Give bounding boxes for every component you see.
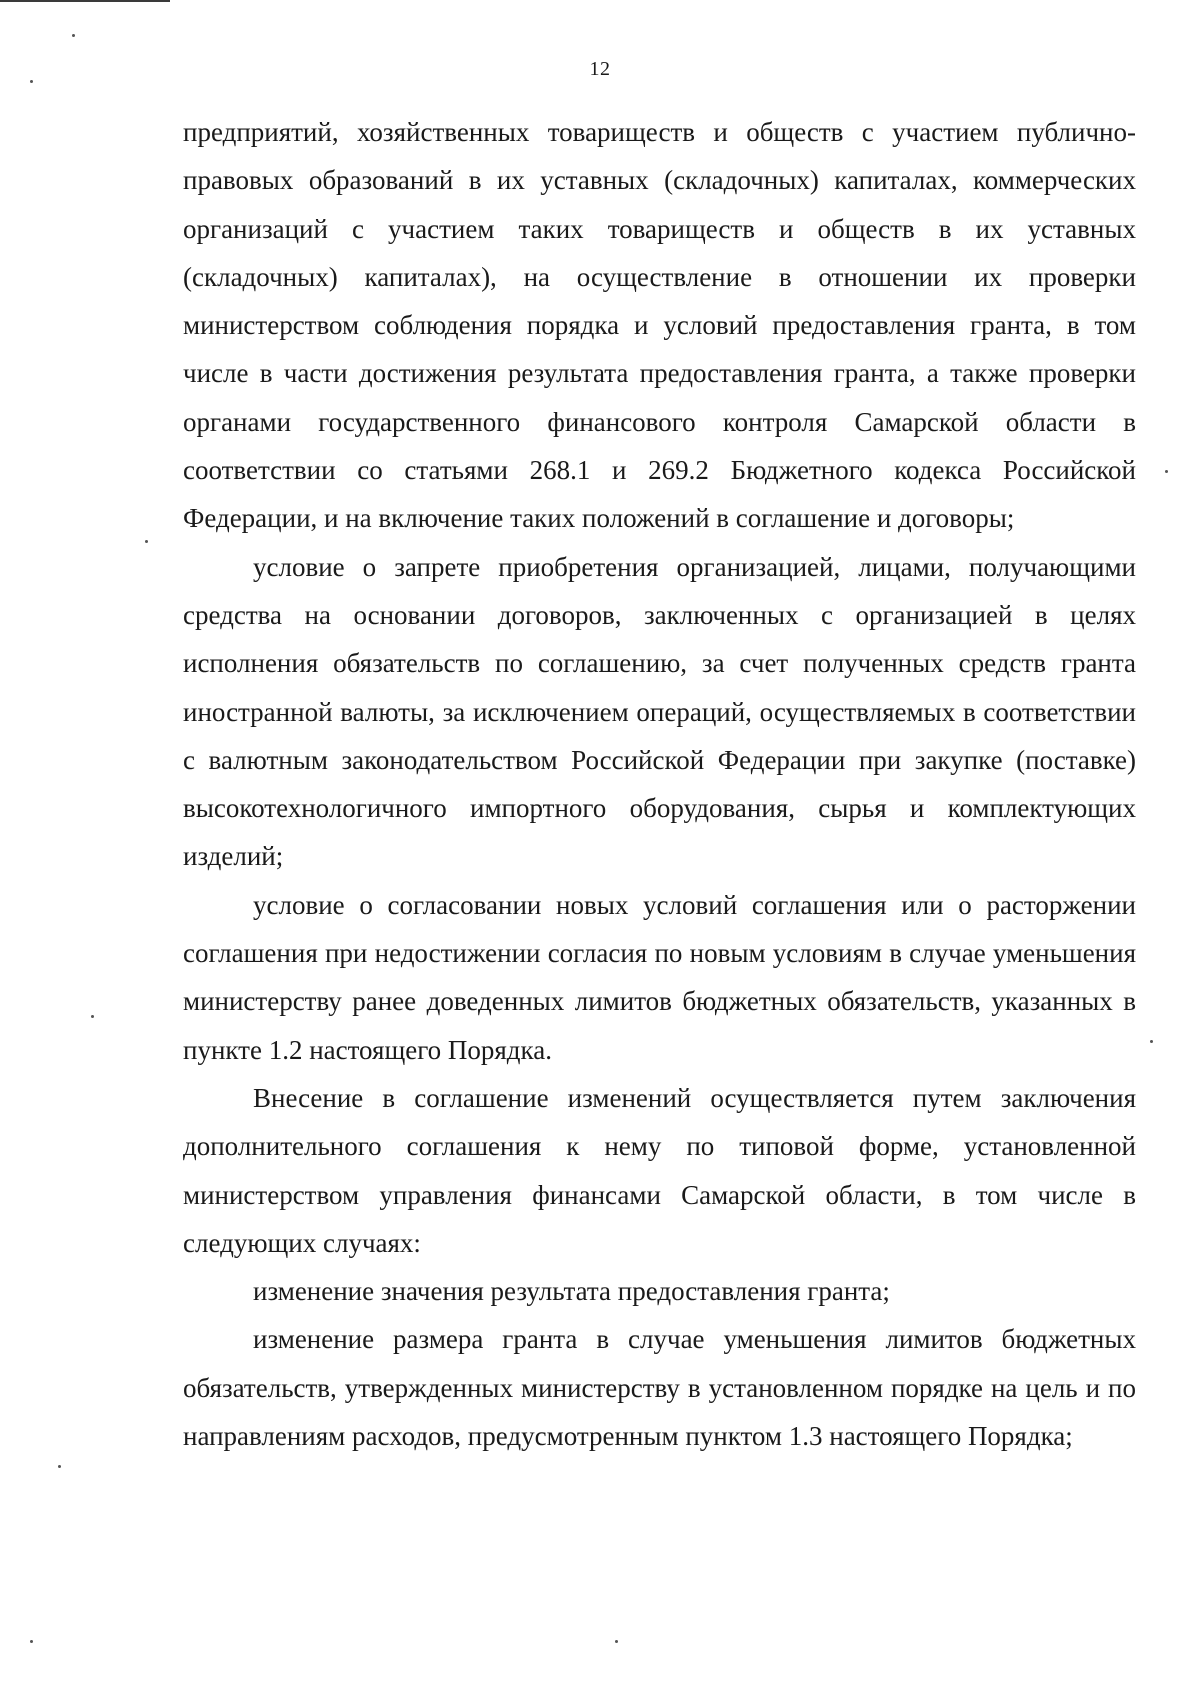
paragraph-grant-size-change: изменение размера гранта в случае уменьшения лимитов бюджетных обязательств, утвержденных министерству в установленном порядке на цель и по направлениям расходов, предусмотренным пунктом 1.3 настоящего Порядка; — [183, 1324, 1136, 1452]
scan-edge-line — [0, 0, 170, 2]
scan-speck — [30, 80, 33, 83]
paragraph-new-conditions: условие о согласовании новых условий соглашения или о расторжении соглашения при недостижении согласия по новым условиям в случае уменьшения министерству ранее доведенных лимитов бюджетных обязательств, указанных в пункте 1.2 настоящего Порядка. — [183, 889, 1136, 1065]
scan-speck — [615, 1640, 618, 1643]
scan-speck — [30, 1640, 33, 1643]
page-number: 12 — [589, 58, 611, 80]
paragraph-amendments: Внесение в соглашение изменений осуществляется путем заключения дополнительного соглашения к нему по типовой форме, установленной министерством управления финансами Самарской области, в том числе в следующих случаях: — [183, 1082, 1136, 1258]
document-body — [183, 108, 1136, 1460]
scan-speck — [1165, 470, 1168, 473]
paragraph-result-change: изменение значения результата предоставления гранта; — [253, 1276, 890, 1307]
paragraph-continuation: предприятий, хозяйственных товариществ и обществ с участием публично-правовых образований в их уставных (складочных) капиталах, коммерческих организаций с участием таких товариществ и обществ в их уставных (складочных) капиталах), на осуществление в отношении их проверки министерством соблюдения порядка и условий предоставления гранта, в том числе в части достижения результата предоставления гранта, а также проверки органами государственного финансового контроля Самарской области в соответствии со статьями 268.1 и 269.2 Бюджетного кодекса Российской Федерации, и на включение таких положений в соглашение и договоры; — [183, 117, 1136, 534]
paragraph-currency-ban: условие о запрете приобретения организацией, лицами, получающими средства на основании договоров, заключенных с организацией в целях исполнения обязательств по соглашению, за счет полученных средств гранта иностранной валюты, за исключением операций, осуществляемых в соответствии с валютным законодательством Российской Федерации при закупке (поставке) высокотехнологичного импортного оборудования, сырья и комплектующих изделий; — [183, 551, 1136, 872]
scan-speck — [145, 540, 148, 543]
scan-speck — [1150, 1040, 1153, 1043]
scan-speck — [91, 1015, 94, 1018]
scan-speck — [72, 34, 75, 37]
scan-speck — [58, 1465, 61, 1468]
